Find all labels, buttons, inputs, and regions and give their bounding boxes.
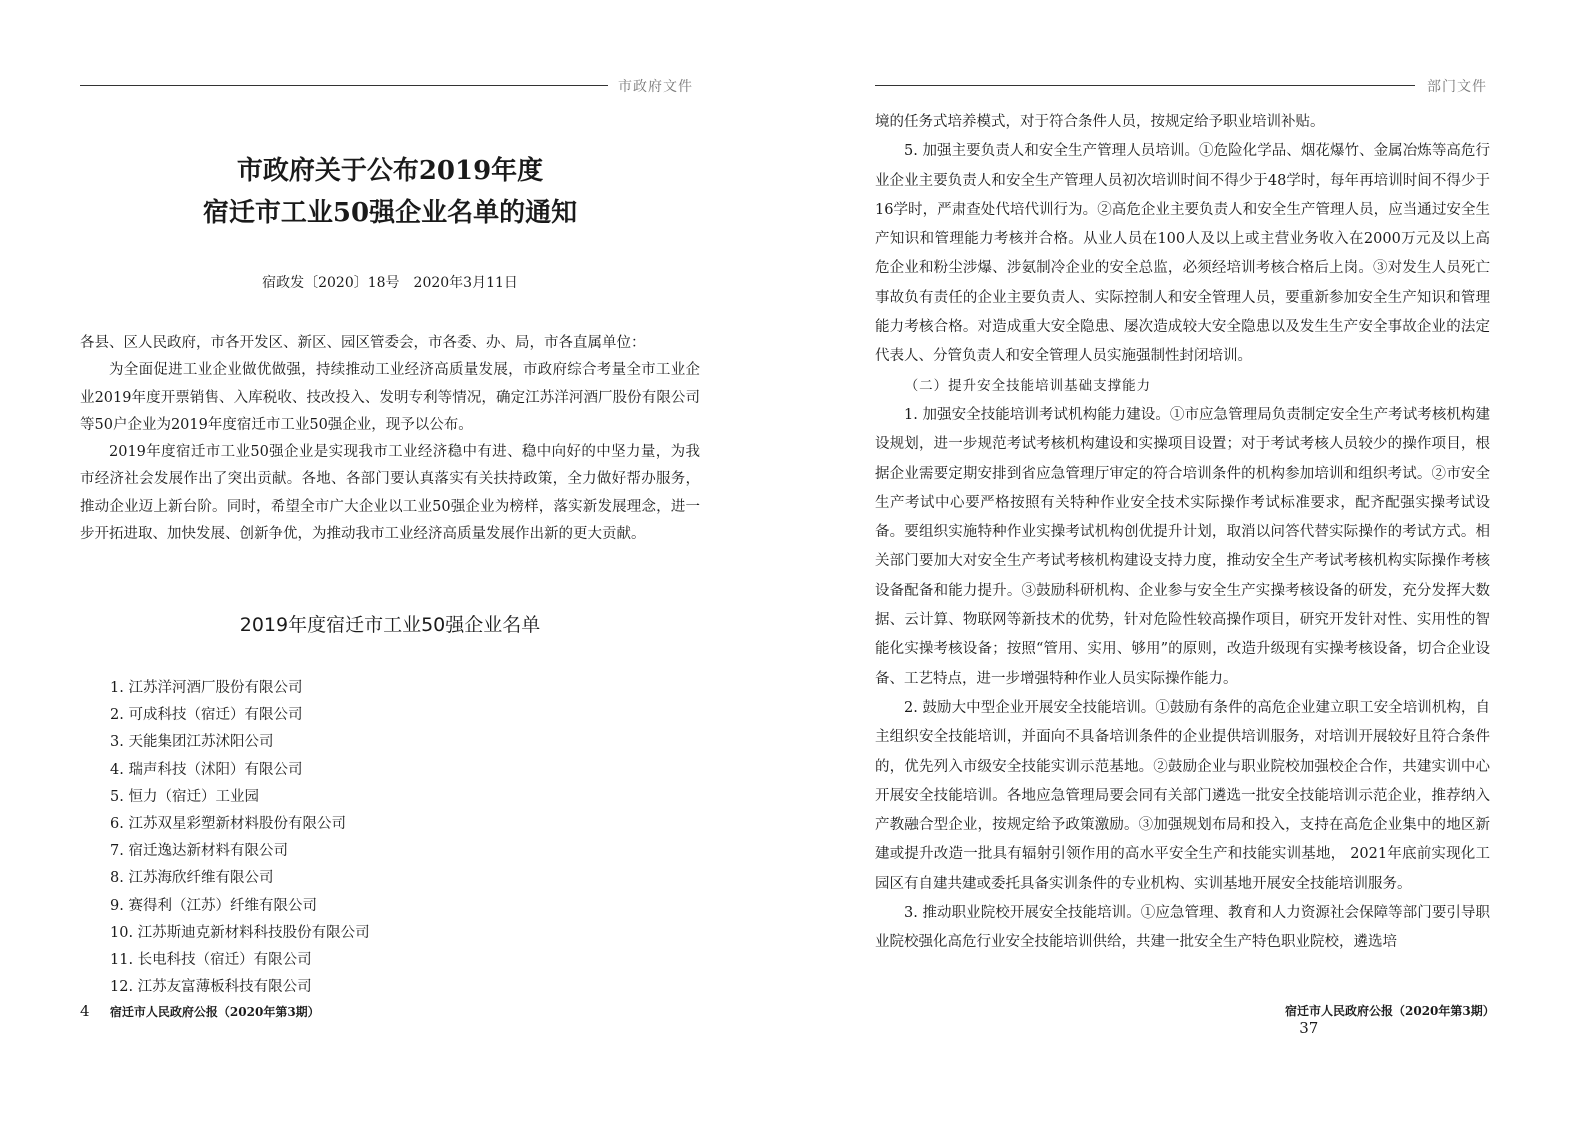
list-item: 8. 江苏海欣纤维有限公司 <box>110 870 274 887</box>
header-rule <box>875 85 1415 86</box>
section-label: 部门文件 <box>1427 79 1487 95</box>
list-item: 12. 江苏友富薄板科技有限公司 <box>110 979 312 996</box>
list-item: 7. 宿迁逸达新材料有限公司 <box>110 843 288 860</box>
list-item: 5. 恒力（宿迁）工业园 <box>110 788 259 805</box>
list-item: 11. 长电科技（宿迁）有限公司 <box>110 952 312 969</box>
list-item: 9. 赛得利（江苏）纤维有限公司 <box>110 897 317 914</box>
list-item: 2. 可成科技（宿迁）有限公司 <box>110 707 303 724</box>
header-rule <box>80 85 608 86</box>
paragraph: 境的任务式培养模式，对于符合条件人员，按规定给予职业培训补贴。 <box>875 114 1325 130</box>
salutation: 各县、区人民政府，市各开发区、新区、园区管委会，市各委、办、局，市各直属单位： <box>80 335 646 351</box>
list-title: 2019年度宿迁市工业50强企业名单 <box>239 614 541 636</box>
page-number: 37 <box>1299 1019 1319 1037</box>
list-item: 6. 江苏双星彩塑新材料股份有限公司 <box>110 816 346 833</box>
list-item: 1. 江苏洋河酒厂股份有限公司 <box>110 680 303 696</box>
paragraph: 2019年度宿迁市工业50强企业是实现我市工业经济稳中有进、稳中向好的中坚力量，为我市经济社会发展作出了突出贡献。各地、各部门要认真落实有关扶持政策，全力做好帮办服务，推动企业迈上新台阶。同时，希望全市广大企业以工业50强企业为榜样，落实新发展理念，进一步开拓进取、加快发展、创新争优，为推动我市工业经济高质量发展作出新的更大贡献。 <box>80 444 700 543</box>
section-label: 市政府文件 <box>618 79 693 95</box>
paragraph: 1. 加强安全技能培训考试机构能力建设。①市应急管理局负责制定安全生产考试考核机构建设规划，进一步规范考试考核机构建设和实操项目设置；对于考试考核人员较少的操作项目，根据企业需要定期安排到省应急管理厅审定的符合培训条件的机构参加培训和组织考试。②市安全生产考试中心要严格按照有关特种作业安全技术实际操作考试标准要求，配齐配强实操考试设备。要组织实施特种作业实操考试机构创优提升计划，取消以问答代替实际操作的考试方式。相关部门要加大对安全生产考试考核机构建设支持力度，推动安全生产考试考核机构实际操作考核设备配备和能力提升。③鼓励科研机构、企业参与安全生产实操考核设备的研发，充分发挥大数据、云计算、物联网等新技术的优势，针对危险性较高操作项目，研究开发针对性、实用性的智能化实操考核设备；按照“管用、实用、够用”的原则，改造升级现有实操考核设备，切合企业设备、工艺特点，进一步增强特种作业人员实际操作能力。 <box>875 406 1490 687</box>
publication-name: 宿迁市人民政府公报（2020年第3期） <box>109 1005 320 1019</box>
department-document-body <box>875 108 1490 958</box>
page-number: 4 <box>80 1002 90 1020</box>
list-item: 10. 江苏斯迪克新材料科技股份有限公司 <box>110 924 370 941</box>
list-item: 4. 瑞声科技（沭阳）有限公司 <box>110 761 303 778</box>
document-number-date: 宿政发〔2020〕18号 2020年3月11日 <box>262 275 518 291</box>
publication-name: 宿迁市人民政府公报（2020年第3期） <box>1285 1004 1495 1018</box>
paragraph: 3. 推动职业院校开展安全技能培训。①应急管理、教育和人力资源社会保障等部门要引导职业院校强化高危行业安全技能培训供给，共建一批安全生产特色职业院校，遴选培 <box>875 905 1490 951</box>
notice-body <box>80 330 700 548</box>
paragraph: 为全面促进工业企业做优做强，持续推动工业经济高质量发展，市政府综合考量全市工业企业2019年度开票销售、入库税收、技改投入、发明专利等情况，确定江苏洋河酒厂股份有限公司等50户企业为2019年度宿迁市工业50强企业，现予以公布。 <box>80 362 700 433</box>
page-footer <box>80 1002 320 1020</box>
paragraph: 2. 鼓励大中型企业开展安全技能培训。①鼓励有条件的高危企业建立职工安全培训机构，自主组织安全技能培训，并面向不具备培训条件的企业提供培训服务，对培训开展较好且符合条件的，优先列入市级安全技能实训示范基地。②鼓励企业与职业院校加强校企合作，共建实训中心开展安全技能培训。各地应急管理局要会同有关部门遴选一批安全技能培训示范企业，推荐纳入产教融合型企业，按规定给予政策激励。③加强规划布局和投入，支持在高危企业集中的地区新建或提升改造一批具有辐射引领作用的高水平安全生产和技能实训基地， 2021年底前实现化工园区有自建共建或委托具备实训条件的专业机构、实训基地开展安全技能培训服务。 <box>875 699 1490 892</box>
paragraph: 5. 加强主要负责人和安全生产管理人员培训。①危险化学品、烟花爆竹、金属冶炼等高危行业企业主要负责人和安全生产管理人员初次培训时间不得少于48学时，每年再培训时间不得少于16学时，严肃查处代培代训行为。②高危企业主要负责人和安全生产管理人员，应当通过安全生产知识和管理能力考核并合格。从业人员在100人及以上或主营业务收入在2000万元及以上高危企业和粉尘涉爆、涉氨制冷企业的安全总监，必须经培训考核合格后上岗。③对发生人员死亡事故负有责任的企业主要负责人、实际控制人和安全管理人员，要重新参加安全生产知识和管理能力考核合格。对造成重大安全隐患、屡次造成较大安全隐患以及发生生产安全事故企业的法定代表人、分管负责人和安全管理人员实施强制性封闭培训。 <box>875 143 1490 365</box>
list-item: 3. 天能集团江苏沭阳公司 <box>110 734 274 751</box>
page-footer <box>1285 1002 1503 1037</box>
left-page <box>80 0 780 1122</box>
company-list <box>110 675 370 1001</box>
section-subheading: （二）提升安全技能培训基础支撑能力 <box>904 377 1152 394</box>
title-line-2: 宿迁市工业50强企业名单的通知 <box>202 198 578 228</box>
document-title <box>80 150 700 234</box>
title-line-1: 市政府关于公布2019年度 <box>236 156 544 186</box>
right-page <box>875 0 1503 1122</box>
